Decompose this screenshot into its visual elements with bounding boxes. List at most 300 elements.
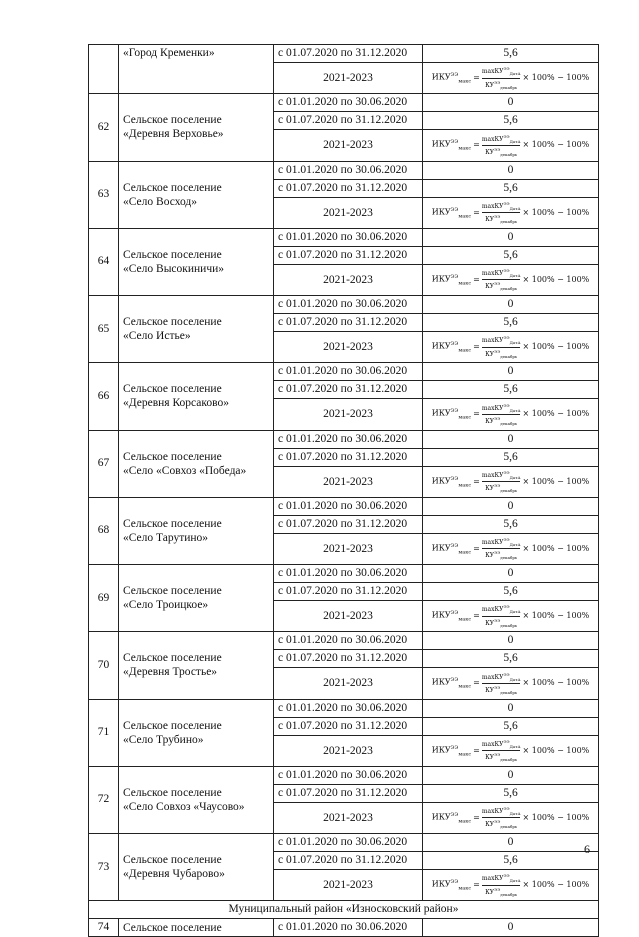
formula-cell <box>423 870 599 901</box>
period-cell: 2021-2023 <box>274 668 423 699</box>
settlement-type: Сельское поселение <box>123 450 222 463</box>
formula-numerator <box>482 671 521 683</box>
settlement-type: Сельское поселение <box>123 786 222 799</box>
settlement-name: «Село Трубино» <box>123 733 204 746</box>
formula-num-sup: ЭЭ <box>503 268 510 274</box>
formula-cell <box>423 332 599 363</box>
formula-den-sub: декабрь <box>500 488 518 494</box>
formula-lhs-text: ИКУ <box>431 745 451 755</box>
formula-lhs-text: ИКУ <box>431 207 451 217</box>
formula-den-sub: декабрь <box>500 757 518 763</box>
formula-num-text: maxКУ <box>481 539 504 547</box>
formula <box>432 63 590 93</box>
formula-equals: = <box>473 73 480 83</box>
formula-fraction <box>482 65 521 90</box>
value-cell: 5,6 <box>423 45 599 63</box>
formula-equals: = <box>473 880 480 890</box>
value-cell: 5,6 <box>423 515 599 533</box>
formula-numerator <box>482 805 521 817</box>
row-number-cell: 70 <box>89 632 119 699</box>
settlement-name-cell <box>119 497 274 564</box>
table-row <box>89 766 599 784</box>
formula-num-text: maxКУ <box>481 673 504 681</box>
formula-num-sup: ЭЭ <box>503 402 510 408</box>
formula-den-text: КУ <box>485 148 495 156</box>
formula-numerator <box>482 133 521 145</box>
row-number-cell: 68 <box>89 497 119 564</box>
formula-denominator <box>485 549 517 561</box>
settlement-type: Сельское поселение <box>123 652 222 665</box>
formula-den-sub: декабрь <box>500 891 518 897</box>
formula-equals: = <box>473 476 480 486</box>
section-header: Муниципальный район «Износковский район» <box>89 901 599 919</box>
formula-num-sub: ДатА <box>509 609 521 615</box>
formula-den-sup: ЭЭ <box>494 752 501 758</box>
formula-numerator <box>482 402 521 414</box>
settlement-name-cell <box>119 45 274 94</box>
value-cell: 0 <box>423 161 599 179</box>
formula-den-sub: декабрь <box>500 286 518 292</box>
formula-num-sub: ДатА <box>509 206 521 212</box>
formula-num-sup: ЭЭ <box>503 604 510 610</box>
formula-equals: = <box>473 207 480 217</box>
formula-den-sup: ЭЭ <box>494 146 501 152</box>
formula-lhs-text: ИКУ <box>431 677 451 687</box>
formula-denominator <box>485 684 517 696</box>
table-row <box>89 45 599 63</box>
row-number-cell: 73 <box>89 834 119 901</box>
formula-lhs <box>432 668 471 698</box>
formula-den-sub: декабрь <box>500 690 518 696</box>
formula-lhs-sub: макс <box>458 481 472 488</box>
formula <box>432 803 590 833</box>
period-cell: 2021-2023 <box>274 399 423 430</box>
value-cell: 5,6 <box>423 112 599 130</box>
value-cell: 5,6 <box>423 314 599 332</box>
formula-fraction <box>482 805 521 830</box>
formula-den-sup: ЭЭ <box>494 281 501 287</box>
value-cell: 5,6 <box>423 650 599 668</box>
row-number-cell: 69 <box>89 565 119 632</box>
settlement-type: Сельское поселение <box>123 719 222 732</box>
table-row <box>89 363 599 381</box>
formula-den-sup: ЭЭ <box>494 214 501 220</box>
value-cell: 0 <box>423 497 599 515</box>
formula-lhs-text: ИКУ <box>431 408 451 418</box>
formula-fraction <box>482 334 521 359</box>
row-number-cell: 64 <box>89 228 119 295</box>
settlement-name: «Деревня Чубарово» <box>123 868 225 881</box>
tariff-table <box>88 44 599 937</box>
row-number-cell: 62 <box>89 94 119 161</box>
value-cell: 0 <box>423 834 599 852</box>
formula-den-sub: декабрь <box>500 84 518 90</box>
formula-lhs <box>432 265 471 295</box>
table-row <box>89 430 599 448</box>
formula-lhs-sup: ЭЭ <box>450 744 459 751</box>
formula-equals: = <box>473 611 480 621</box>
period-cell: 2021-2023 <box>274 601 423 632</box>
row-number-cell: 66 <box>89 363 119 430</box>
formula-numerator <box>482 334 521 346</box>
formula-lhs-sup: ЭЭ <box>450 139 459 146</box>
formula-num-sup: ЭЭ <box>503 738 510 744</box>
formula-num-text: maxКУ <box>481 337 504 345</box>
value-cell: 5,6 <box>423 246 599 264</box>
formula-num-sub: ДатА <box>509 475 521 481</box>
formula-rhs: × 100% − 100% <box>522 409 590 419</box>
value-cell: 5,6 <box>423 717 599 735</box>
formula-fraction <box>482 133 521 158</box>
formula-lhs-text: ИКУ <box>431 610 451 620</box>
formula <box>432 668 590 698</box>
formula-lhs <box>432 870 471 900</box>
formula <box>432 736 590 766</box>
formula <box>432 198 590 228</box>
period-cell: с 01.07.2020 по 31.12.2020 <box>274 583 423 601</box>
settlement-type: Сельское поселение <box>123 854 222 867</box>
settlement-name-cell <box>119 94 274 161</box>
period-cell: с 01.01.2020 по 30.06.2020 <box>274 919 423 937</box>
value-cell: 5,6 <box>423 852 599 870</box>
formula-rhs: × 100% − 100% <box>522 543 590 553</box>
formula-cell <box>423 399 599 430</box>
settlement-name-cell <box>119 430 274 497</box>
formula-denominator <box>485 213 517 225</box>
formula-equals: = <box>473 274 480 284</box>
formula-num-sup: ЭЭ <box>503 469 510 475</box>
formula-numerator <box>482 536 521 548</box>
period-cell: с 01.07.2020 по 31.12.2020 <box>274 515 423 533</box>
formula <box>432 332 590 362</box>
formula-rhs: × 100% − 100% <box>522 274 590 284</box>
row-number-cell: 65 <box>89 296 119 363</box>
formula-den-text: КУ <box>485 888 495 896</box>
formula-rhs: × 100% − 100% <box>522 207 590 217</box>
row-number-cell: 67 <box>89 430 119 497</box>
formula-numerator <box>482 267 521 279</box>
formula-lhs-sub: макс <box>458 414 472 421</box>
formula-rhs: × 100% − 100% <box>522 342 590 352</box>
settlement-name-cell <box>119 363 274 430</box>
formula-equals: = <box>473 812 480 822</box>
period-cell: с 01.01.2020 по 30.06.2020 <box>274 565 423 583</box>
table-row <box>89 497 599 515</box>
formula-den-sup: ЭЭ <box>494 684 501 690</box>
settlement-name: «Город Кременки» <box>123 47 215 59</box>
formula-lhs <box>432 601 471 631</box>
section-header-row <box>89 901 599 919</box>
period-cell: с 01.07.2020 по 31.12.2020 <box>274 448 423 466</box>
formula-den-sub: декабрь <box>500 219 518 225</box>
value-cell: 5,6 <box>423 583 599 601</box>
settlement-type: Сельское поселение <box>123 383 222 396</box>
formula-lhs-sub: макс <box>458 212 472 219</box>
formula-denominator <box>485 617 517 629</box>
formula-cell <box>423 130 599 161</box>
period-cell: с 01.07.2020 по 31.12.2020 <box>274 112 423 130</box>
formula-num-text: maxКУ <box>481 606 504 614</box>
value-cell: 0 <box>423 430 599 448</box>
formula-numerator <box>482 603 521 615</box>
formula-num-text: maxКУ <box>481 740 504 748</box>
value-cell: 0 <box>423 228 599 246</box>
period-cell: с 01.01.2020 по 30.06.2020 <box>274 161 423 179</box>
formula-lhs-sub: макс <box>458 78 472 85</box>
formula-lhs-sup: ЭЭ <box>450 341 459 347</box>
formula-fraction <box>482 200 521 225</box>
formula <box>432 399 590 429</box>
formula-lhs <box>432 63 471 93</box>
period-cell: 2021-2023 <box>274 197 423 228</box>
formula-den-sup: ЭЭ <box>494 819 501 825</box>
settlement-name: «Село Совхоз «Чаусово» <box>123 800 245 813</box>
table-row <box>89 296 599 314</box>
formula-den-text: КУ <box>485 417 495 425</box>
formula-den-text: КУ <box>485 81 495 89</box>
formula-numerator <box>482 65 521 77</box>
formula-numerator <box>482 738 521 750</box>
formula <box>432 130 590 160</box>
formula <box>432 870 590 900</box>
formula-equals: = <box>473 409 480 419</box>
formula-rhs: × 100% − 100% <box>522 140 590 150</box>
formula-lhs <box>432 332 471 362</box>
formula-lhs-sup: ЭЭ <box>450 475 459 482</box>
formula-rhs: × 100% − 100% <box>522 73 590 83</box>
formula-equals: = <box>473 543 480 553</box>
settlement-type: Сельское поселение <box>123 181 222 194</box>
formula-cell <box>423 197 599 228</box>
formula-rhs: × 100% − 100% <box>522 611 590 621</box>
formula-lhs-text: ИКУ <box>431 139 451 149</box>
formula-den-text: КУ <box>485 821 495 829</box>
formula-lhs-text: ИКУ <box>431 274 451 284</box>
formula-lhs <box>432 803 471 833</box>
value-cell: 5,6 <box>423 784 599 802</box>
formula-lhs-text: ИКУ <box>431 72 451 82</box>
formula-num-sup: ЭЭ <box>503 806 510 812</box>
formula-den-sub: декабрь <box>500 353 518 359</box>
settlement-name: «Село Тарутино» <box>123 531 209 544</box>
table-row <box>89 834 599 852</box>
formula-lhs <box>432 467 471 497</box>
period-cell: 2021-2023 <box>274 735 423 766</box>
settlement-name: «Деревня Тростье» <box>123 666 218 679</box>
formula-num-sub: ДатА <box>509 407 521 413</box>
formula-num-sub: ДатА <box>509 71 521 77</box>
formula-denominator <box>485 818 517 830</box>
period-cell: с 01.07.2020 по 31.12.2020 <box>274 717 423 735</box>
formula-cell <box>423 533 599 564</box>
formula-num-sub: ДатА <box>509 744 521 750</box>
formula-den-text: КУ <box>485 686 495 694</box>
period-cell: с 01.01.2020 по 30.06.2020 <box>274 699 423 717</box>
settlement-name: «Село «Совхоз «Победа» <box>123 464 247 477</box>
period-cell: с 01.07.2020 по 31.12.2020 <box>274 45 423 63</box>
formula-cell <box>423 264 599 295</box>
table-row <box>89 228 599 246</box>
formula-lhs <box>432 130 471 160</box>
formula-numerator <box>482 200 521 212</box>
period-cell: с 01.07.2020 по 31.12.2020 <box>274 852 423 870</box>
page-number: 6 <box>584 842 590 856</box>
formula-num-text: maxКУ <box>481 270 504 278</box>
period-cell: с 01.07.2020 по 31.12.2020 <box>274 246 423 264</box>
formula-den-sub: декабрь <box>500 152 518 158</box>
formula-num-sup: ЭЭ <box>503 537 510 543</box>
value-cell: 0 <box>423 699 599 717</box>
formula-denominator <box>485 415 517 427</box>
formula-lhs-sup: ЭЭ <box>450 879 459 885</box>
value-cell: 0 <box>423 363 599 381</box>
formula-den-text: КУ <box>485 283 495 291</box>
period-cell: с 01.01.2020 по 30.06.2020 <box>274 766 423 784</box>
value-cell: 0 <box>423 766 599 784</box>
formula-fraction <box>482 671 521 696</box>
formula-denominator <box>485 280 517 292</box>
settlement-name-cell <box>119 834 274 901</box>
period-cell: с 01.07.2020 по 31.12.2020 <box>274 784 423 802</box>
formula-lhs-sub: макс <box>458 549 472 555</box>
settlement-name-cell <box>119 766 274 833</box>
settlement-name-cell <box>119 565 274 632</box>
settlement-name-cell <box>119 296 274 363</box>
formula-num-sub: ДатА <box>509 676 521 682</box>
formula-rhs: × 100% − 100% <box>522 880 590 890</box>
formula-num-text: maxКУ <box>481 135 504 143</box>
formula-den-sup: ЭЭ <box>494 79 501 85</box>
formula-denominator <box>485 886 517 898</box>
formula-num-text: maxКУ <box>481 471 504 479</box>
formula-fraction <box>482 402 521 427</box>
formula-lhs-sup: ЭЭ <box>450 72 459 78</box>
period-cell: с 01.01.2020 по 30.06.2020 <box>274 497 423 515</box>
formula-lhs-sup: ЭЭ <box>450 677 459 684</box>
formula-lhs <box>432 736 471 766</box>
period-cell: с 01.07.2020 по 31.12.2020 <box>274 314 423 332</box>
table-row <box>89 94 599 112</box>
row-number-cell: 63 <box>89 161 119 228</box>
formula-num-text: maxКУ <box>481 404 504 412</box>
formula <box>432 265 590 295</box>
formula-num-sub: ДатА <box>509 811 521 817</box>
period-cell: 2021-2023 <box>274 466 423 497</box>
formula-fraction <box>482 469 521 494</box>
period-cell: 2021-2023 <box>274 130 423 161</box>
formula-fraction <box>482 738 521 763</box>
value-cell: 5,6 <box>423 179 599 197</box>
formula-denominator <box>485 482 517 494</box>
formula-lhs-sub: макс <box>458 280 472 286</box>
formula-num-sub: ДатА <box>509 138 521 144</box>
row-number-cell: 74 <box>89 919 119 937</box>
settlement-name-cell <box>119 228 274 295</box>
formula-lhs-text: ИКУ <box>431 812 451 822</box>
formula-num-sub: ДатА <box>509 273 521 279</box>
formula-lhs-sup: ЭЭ <box>450 273 459 280</box>
formula-num-text: maxКУ <box>481 68 504 76</box>
formula-den-sup: ЭЭ <box>494 550 501 556</box>
formula-den-sup: ЭЭ <box>494 886 501 892</box>
formula-num-sub: ДатА <box>509 878 521 884</box>
settlement-name-cell <box>119 161 274 228</box>
formula-num-sup: ЭЭ <box>503 66 510 72</box>
formula-den-sub: декабрь <box>500 622 518 628</box>
settlement-name: «Село Истье» <box>123 330 191 343</box>
formula-lhs-sub: макс <box>458 885 472 892</box>
settlement-type: Сельское поселение <box>123 248 222 261</box>
formula-den-sub: декабрь <box>500 421 518 427</box>
settlement-name-cell <box>119 699 274 766</box>
formula-lhs-sub: макс <box>458 616 472 623</box>
formula-lhs <box>432 399 471 429</box>
formula-fraction <box>482 536 521 561</box>
period-cell: 2021-2023 <box>274 802 423 833</box>
formula-den-text: КУ <box>485 350 495 358</box>
formula-denominator <box>485 146 517 158</box>
formula-den-sub: декабрь <box>500 824 518 830</box>
settlement-name: «Деревня Верховье» <box>123 128 224 141</box>
formula-den-sup: ЭЭ <box>494 617 501 623</box>
table-row <box>89 919 599 937</box>
formula-lhs-text: ИКУ <box>431 341 451 351</box>
period-cell: 2021-2023 <box>274 264 423 295</box>
formula-cell <box>423 63 599 94</box>
period-cell: с 01.01.2020 по 30.06.2020 <box>274 94 423 112</box>
formula-den-sup: ЭЭ <box>494 415 501 421</box>
formula-numerator <box>482 469 521 481</box>
formula-rhs: × 100% − 100% <box>522 476 590 486</box>
settlement-name: «Деревня Корсаково» <box>123 397 229 410</box>
formula-rhs: × 100% − 100% <box>522 812 590 822</box>
formula-num-text: maxКУ <box>481 875 504 883</box>
formula-equals: = <box>473 678 480 688</box>
formula-cell <box>423 601 599 632</box>
period-cell: с 01.01.2020 по 30.06.2020 <box>274 228 423 246</box>
formula-rhs: × 100% − 100% <box>522 678 590 688</box>
formula-cell <box>423 668 599 699</box>
period-cell: с 01.07.2020 по 31.12.2020 <box>274 381 423 399</box>
formula-lhs-sub: макс <box>458 145 472 152</box>
value-cell: 5,6 <box>423 381 599 399</box>
formula-den-text: КУ <box>485 216 495 224</box>
formula-lhs-sub: макс <box>458 818 472 824</box>
formula-denominator <box>485 751 517 763</box>
formula-num-sup: ЭЭ <box>503 671 510 677</box>
period-cell: с 01.01.2020 по 30.06.2020 <box>274 296 423 314</box>
formula-num-sup: ЭЭ <box>503 873 510 879</box>
settlement-name: «Село Восход» <box>123 195 198 208</box>
table-row <box>89 161 599 179</box>
value-cell: 0 <box>423 296 599 314</box>
formula <box>432 467 590 497</box>
formula-lhs-sup: ЭЭ <box>450 811 459 818</box>
formula-fraction <box>482 267 521 292</box>
formula-equals: = <box>473 140 480 150</box>
table-row <box>89 565 599 583</box>
settlement-type: Сельское поселение <box>123 114 222 127</box>
settlement-name-cell <box>119 632 274 699</box>
row-number-cell <box>89 45 119 94</box>
formula-lhs-text: ИКУ <box>431 476 451 486</box>
value-cell: 5,6 <box>423 448 599 466</box>
settlement-type: Сельское поселение <box>123 517 222 530</box>
formula-lhs <box>432 534 471 564</box>
period-cell: 2021-2023 <box>274 533 423 564</box>
formula <box>432 534 590 564</box>
formula-numerator <box>482 872 521 884</box>
